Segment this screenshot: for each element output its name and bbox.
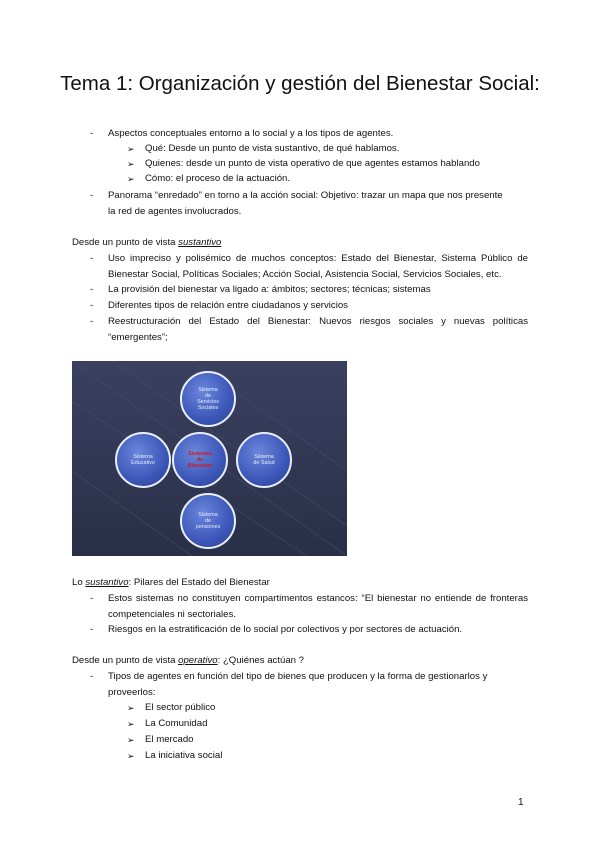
dash-bullet: - [90, 253, 94, 264]
arrow-bullet-icon: ➢ [127, 159, 135, 169]
welfare-systems-diagram [72, 361, 347, 556]
arrow-bullet-icon: ➢ [127, 751, 135, 761]
list-item [90, 251, 528, 283]
heading-text: Desde un punto de vista [72, 237, 179, 248]
list-item [90, 282, 528, 298]
heading-text: : ¿Quiénes actúan ? [217, 655, 305, 666]
list-item-text: Tipos de agentes en función del tipo de bienes que producen y la forma de gestionarlos y proveerlos: [108, 671, 488, 698]
dash-bullet: - [90, 593, 94, 604]
diagram-node-pensiones [180, 493, 236, 549]
list-item-text: La provisión del bienestar va ligado a: ámbitos; sectores; técnicas; sistemas [108, 284, 431, 295]
list-item-line: Panorama “enredado” en torno a la acción social: Objetivo: trazar un mapa que nos presente [108, 190, 503, 201]
list-item-line: la red de agentes involucrados. [108, 206, 242, 217]
list-item [90, 314, 528, 346]
dash-bullet: - [90, 316, 94, 327]
list-item [90, 298, 528, 314]
dash-bullet: - [90, 128, 94, 139]
sub-list-item-text: El mercado [145, 734, 194, 745]
dash-bullet: - [90, 624, 94, 635]
section-heading [72, 235, 221, 251]
dash-bullet: - [90, 300, 94, 311]
heading-text: : Pilares del Estado del Bienestar [128, 577, 270, 588]
dash-bullet: - [90, 190, 94, 201]
diagram-node-label: Sistema de Salud [253, 453, 275, 466]
sub-list-item-text: Qué: Desde un punto de vista sustantivo, de qué hablamos. [145, 143, 400, 154]
list-item-text: Diferentes tipos de relación entre ciudadanos y servicios [108, 300, 348, 311]
diagram-node-label: Sistema de Servicios Sociales [197, 386, 219, 412]
dash-bullet: - [90, 671, 94, 682]
heading-term: sustantivo [178, 237, 222, 248]
arrow-bullet-icon: ➢ [127, 703, 135, 713]
dash-bullet: - [90, 284, 94, 295]
diagram-node-educativo [115, 432, 171, 488]
list-item-text: Reestructuración del Estado del Bienestar: Nuevos riesgos sociales y nuevas políticas “emergentes”; [108, 316, 528, 343]
list-item-text: Aspectos conceptuales entorno a lo social y a los tipos de agentes. [108, 128, 394, 139]
sub-list-item-text: El sector público [145, 702, 216, 713]
sub-list-item-text: Cómo: el proceso de la actuación. [145, 173, 291, 184]
heading-term: operativo [178, 655, 218, 666]
sub-list-item-text: La Comunidad [145, 718, 208, 729]
diagram-node-salud [236, 432, 292, 488]
arrow-bullet-icon: ➢ [127, 719, 135, 729]
sub-list-item-text: Quienes: desde un punto de vista operativo de que agentes estamos hablando [145, 158, 480, 169]
list-item-text [108, 188, 528, 220]
heading-term: sustantivo [85, 577, 129, 588]
diagram-node-bienestar [172, 432, 228, 488]
section-heading [72, 575, 270, 591]
diagram-node-label: Sistema de pensiones [195, 511, 221, 531]
arrow-bullet-icon: ➢ [127, 735, 135, 745]
page-title: Tema 1: Organización y gestión del Bienestar Social: [60, 72, 540, 95]
list-item [90, 188, 528, 220]
heading-text: Lo [72, 577, 86, 588]
list-item [90, 669, 528, 701]
sub-list-item-text: La iniciativa social [145, 750, 223, 761]
arrow-bullet-icon: ➢ [127, 174, 135, 184]
heading-text: Desde un punto de vista [72, 655, 179, 666]
list-item-text: Riesgos en la estratificación de lo social por colectivos y por sectores de actuación. [108, 624, 463, 635]
section-heading [72, 653, 304, 669]
list-item [90, 622, 528, 638]
list-item-text: Uso impreciso y polisémico de muchos conceptos: Estado del Bienestar, Sistema Público de Bienestar Social, Políticas Sociales; Acción Social, Asistencia Social, Servicios Sociales, etc. [108, 253, 528, 280]
list-item [90, 126, 528, 142]
diagram-node-servicios-sociales [180, 371, 236, 427]
arrow-bullet-icon: ➢ [127, 144, 135, 154]
diagram-node-label: Sistemas de Bienestar [187, 450, 213, 470]
page-number: 1 [518, 797, 524, 808]
list-item-text: Estos sistemas no constituyen compartimentos estancos: “El bienestar no entiende de fronteras competenciales ni sectoriales. [108, 593, 528, 620]
diagram-node-label: Sistema Educativo [131, 453, 155, 466]
list-item [90, 591, 528, 623]
